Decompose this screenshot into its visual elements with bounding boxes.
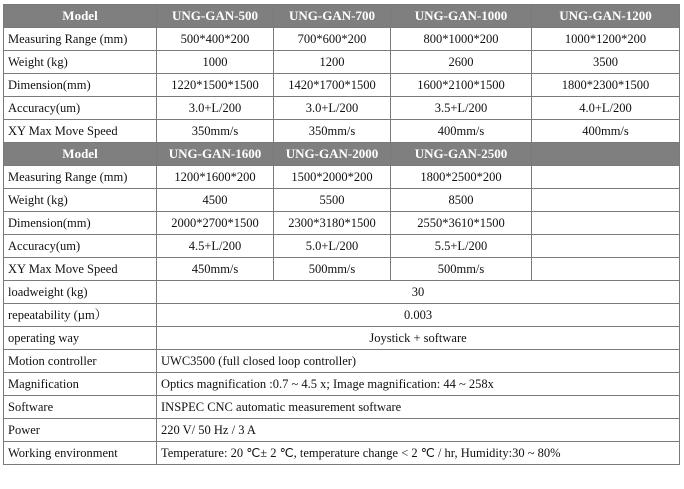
model-header-row — [4, 143, 680, 166]
model-name: UNG-GAN-500 — [157, 5, 274, 28]
spec-row — [4, 235, 680, 258]
spec-value: Temperature: 20 ℃± 2 ℃, temperature change < 2 ℃ / hr, Humidity:30 ~ 80% — [157, 442, 680, 465]
spec-value: 1600*2100*1500 — [391, 74, 532, 97]
common-spec-row — [4, 281, 680, 304]
spec-value: Joystick + software — [157, 327, 680, 350]
spec-value: 3.5+L/200 — [391, 97, 532, 120]
spec-value: INSPEC CNC automatic measurement software — [157, 396, 680, 419]
common-spec-row — [4, 396, 680, 419]
spec-label: Motion controller — [4, 350, 157, 373]
empty-header-cell — [532, 143, 680, 166]
spec-label: Power — [4, 419, 157, 442]
spec-value: 1200*1600*200 — [157, 166, 274, 189]
spec-row — [4, 120, 680, 143]
spec-label: XY Max Move Speed — [4, 258, 157, 281]
spec-label: Accuracy(um) — [4, 235, 157, 258]
model-header-row — [4, 5, 680, 28]
spec-label: operating way — [4, 327, 157, 350]
spec-label: repeatability (µm） — [4, 304, 157, 327]
spec-label: Weight (kg) — [4, 51, 157, 74]
common-spec-row — [4, 304, 680, 327]
spec-label: Measuring Range (mm) — [4, 166, 157, 189]
spec-row — [4, 97, 680, 120]
spec-value: 350mm/s — [157, 120, 274, 143]
spec-row — [4, 28, 680, 51]
model-name: UNG-GAN-1200 — [532, 5, 680, 28]
spec-value: 1800*2300*1500 — [532, 74, 680, 97]
spec-value: 700*600*200 — [274, 28, 391, 51]
spec-row — [4, 189, 680, 212]
model-name: UNG-GAN-1600 — [157, 143, 274, 166]
spec-value: 4500 — [157, 189, 274, 212]
spec-value: 500mm/s — [274, 258, 391, 281]
spec-label: Weight (kg) — [4, 189, 157, 212]
spec-row — [4, 258, 680, 281]
model-header-label: Model — [4, 143, 157, 166]
spec-value: 2550*3610*1500 — [391, 212, 532, 235]
spec-value: 5.5+L/200 — [391, 235, 532, 258]
spec-label: Dimension(mm) — [4, 212, 157, 235]
model-name: UNG-GAN-2500 — [391, 143, 532, 166]
spec-label: Measuring Range (mm) — [4, 28, 157, 51]
spec-value: 350mm/s — [274, 120, 391, 143]
spec-value: 450mm/s — [157, 258, 274, 281]
common-spec-row — [4, 327, 680, 350]
spec-table — [3, 4, 680, 465]
spec-value: 2000*2700*1500 — [157, 212, 274, 235]
spec-label: Magnification — [4, 373, 157, 396]
empty-cell — [532, 258, 680, 281]
spec-value: 1200 — [274, 51, 391, 74]
spec-value: 800*1000*200 — [391, 28, 532, 51]
spec-label: XY Max Move Speed — [4, 120, 157, 143]
spec-value: 220 V/ 50 Hz / 3 A — [157, 419, 680, 442]
spec-value: 1000 — [157, 51, 274, 74]
spec-value: UWC3500 (full closed loop controller) — [157, 350, 680, 373]
spec-label: Dimension(mm) — [4, 74, 157, 97]
spec-value: 0.003 — [157, 304, 680, 327]
spec-row — [4, 166, 680, 189]
spec-value: 1220*1500*1500 — [157, 74, 274, 97]
spec-value: 500*400*200 — [157, 28, 274, 51]
spec-value: 4.0+L/200 — [532, 97, 680, 120]
spec-row — [4, 74, 680, 97]
model-name: UNG-GAN-700 — [274, 5, 391, 28]
spec-label: Software — [4, 396, 157, 419]
empty-cell — [532, 235, 680, 258]
spec-value: 3500 — [532, 51, 680, 74]
spec-value: 3.0+L/200 — [274, 97, 391, 120]
spec-value: 2600 — [391, 51, 532, 74]
common-spec-row — [4, 350, 680, 373]
model-name: UNG-GAN-2000 — [274, 143, 391, 166]
spec-value: 1000*1200*200 — [532, 28, 680, 51]
spec-label: loadweight (kg) — [4, 281, 157, 304]
spec-value: 30 — [157, 281, 680, 304]
spec-value: 5500 — [274, 189, 391, 212]
empty-cell — [532, 212, 680, 235]
spec-row — [4, 51, 680, 74]
spec-row — [4, 212, 680, 235]
spec-value: Optics magnification :0.7 ~ 4.5 x; Image magnification: 44 ~ 258x — [157, 373, 680, 396]
spec-value: 4.5+L/200 — [157, 235, 274, 258]
spec-label: Working environment — [4, 442, 157, 465]
empty-cell — [532, 166, 680, 189]
spec-value: 8500 — [391, 189, 532, 212]
model-name: UNG-GAN-1000 — [391, 5, 532, 28]
common-spec-row — [4, 373, 680, 396]
spec-value: 2300*3180*1500 — [274, 212, 391, 235]
spec-value: 500mm/s — [391, 258, 532, 281]
spec-value: 5.0+L/200 — [274, 235, 391, 258]
spec-value: 400mm/s — [532, 120, 680, 143]
empty-cell — [532, 189, 680, 212]
spec-label: Accuracy(um) — [4, 97, 157, 120]
common-spec-row — [4, 442, 680, 465]
spec-table-body — [4, 5, 680, 465]
spec-value: 400mm/s — [391, 120, 532, 143]
spec-value: 1800*2500*200 — [391, 166, 532, 189]
spec-value: 1420*1700*1500 — [274, 74, 391, 97]
model-header-label: Model — [4, 5, 157, 28]
spec-value: 3.0+L/200 — [157, 97, 274, 120]
spec-value: 1500*2000*200 — [274, 166, 391, 189]
common-spec-row — [4, 419, 680, 442]
